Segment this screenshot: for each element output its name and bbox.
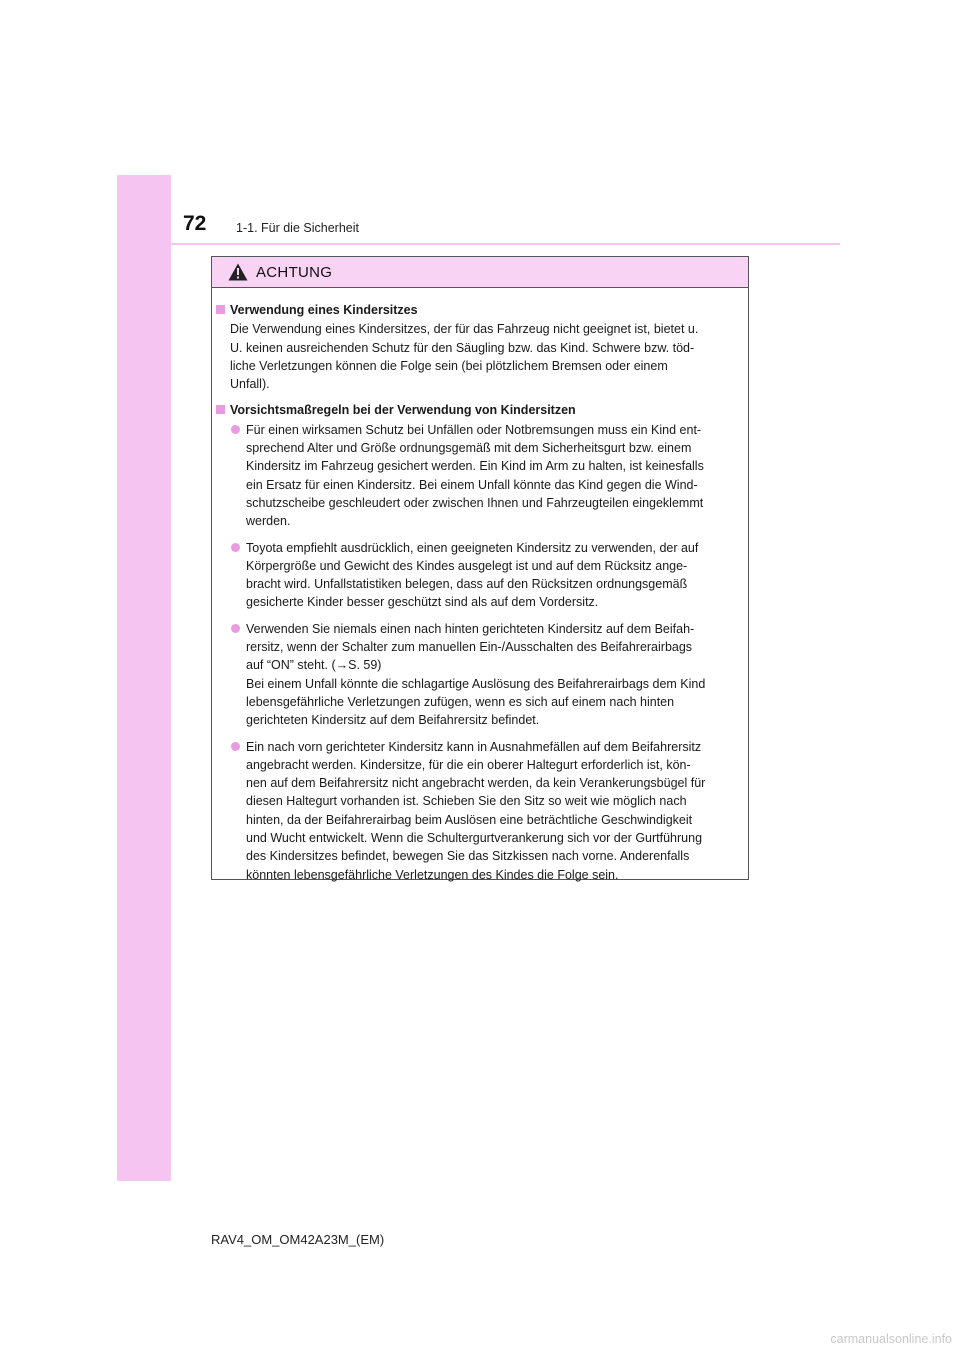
text-line: Unfall). xyxy=(230,377,270,392)
text-line: liche Verletzungen können die Folge sein (bei plötzlichem Bremsen oder einem xyxy=(230,358,668,373)
text-line: Ein nach vorn gerichteter Kindersitz kann in Ausnahmefällen auf dem Beifahrersitz xyxy=(246,739,702,754)
text-line: Bei einem Unfall könnte die schlagartige Auslösung des Beifahrerairbags dem Kind xyxy=(246,676,706,691)
warning-body xyxy=(212,288,748,884)
text-line: gesicherte Kinder besser geschützt sind als auf dem Vordersitz. xyxy=(246,595,599,610)
watermark: carmanualsonline.info xyxy=(830,1332,952,1346)
subheading-text: Vorsichtsmaßregeln bei der Verwendung von Kindersitzen xyxy=(230,403,576,418)
subheading-text: Verwendung eines Kindersitzes xyxy=(230,303,418,317)
square-bullet-icon xyxy=(216,305,225,314)
text-line: rersitz, wenn der Schalter zum manuellen Ein-/Ausschalten des Beifahrerairbags xyxy=(246,640,693,655)
text-line: U. keinen ausreichenden Schutz für den Säugling bzw. das Kind. Schwere bzw. töd- xyxy=(230,340,695,355)
text-line: und Wucht entwickelt. Wenn die Schultergurtverankerung sich vor der Gurtführung xyxy=(246,831,703,846)
text-line: bracht wird. Unfallstatistiken belegen, dass auf den Rücksitzen ordnungsgemäß xyxy=(246,577,688,592)
text-line: Verwenden Sie niemals einen nach hinten gerichteten Kindersitz auf dem Beifah- xyxy=(246,621,695,636)
chapter-tab-bar xyxy=(117,175,171,1181)
warning-triangle-icon xyxy=(228,263,248,281)
header-divider xyxy=(117,243,840,245)
text-line: werden. xyxy=(246,514,291,529)
text-line: auf “ON” steht. (→S. 59) xyxy=(246,658,382,673)
text-line: hinten, da der Beifahrerairbag beim Auslösen eine beträchtliche Geschwindigkeit xyxy=(246,812,693,827)
text-line: des Kindersitzes befindet, bewegen Sie das Sitzkissen nach vorne. Anderenfalls xyxy=(246,849,690,864)
list-item xyxy=(216,738,741,884)
list-item xyxy=(216,539,741,612)
subheading-child-seat-use xyxy=(216,301,741,319)
text-line: Körpergröße und Gewicht des Kindes ausgelegt ist und auf dem Rücksitz ange- xyxy=(246,558,688,573)
text-line: Toyota empfiehlt ausdrücklich, einen geeigneten Kindersitz zu verwenden, der auf xyxy=(246,540,699,555)
paragraph xyxy=(216,320,741,393)
text-line: könnten lebensgefährliche Verletzungen des Kindes die Folge sein. xyxy=(246,867,619,882)
subheading-precautions xyxy=(216,401,741,419)
text-line: ein Ersatz für einen Kindersitz. Bei einem Unfall könnte das Kind gegen die Wind- xyxy=(246,477,698,492)
text-line: Die Verwendung eines Kindersitzes, der für das Fahrzeug nicht geeignet ist, bietet u. xyxy=(230,322,699,337)
warning-title: ACHTUNG xyxy=(256,264,333,281)
text-line: nen auf dem Beifahrersitz nicht angebracht werden, da kein Verankerungsbügel für xyxy=(246,776,706,791)
text-line: gerichteten Kindersitz auf dem Beifahrersitz befindet. xyxy=(246,713,540,728)
list-item xyxy=(216,620,741,730)
text-line: schutzscheibe geschleudert oder zwischen Ihnen und Fahrzeugteilen eingeklemmt xyxy=(246,495,704,510)
warning-box xyxy=(211,256,749,880)
document-code: RAV4_OM_OM42A23M_(EM) xyxy=(211,1232,385,1247)
dot-bullet-icon xyxy=(231,543,240,552)
page-number: 72 xyxy=(183,212,207,235)
square-bullet-icon xyxy=(216,405,225,414)
list-item xyxy=(216,421,741,531)
text-line: Für einen wirksamen Schutz bei Unfällen oder Notbremsungen muss ein Kind ent- xyxy=(246,422,702,437)
text-line: sprechend Alter und Größe ordnungsgemäß mit dem Sicherheitsgurt bzw. einem xyxy=(246,441,692,456)
warning-header xyxy=(212,257,748,288)
text-line: Kindersitz im Fahrzeug gesichert werden. Ein Kind im Arm zu halten, ist keinesfalls xyxy=(246,459,704,474)
section-title: 1-1. Für die Sicherheit xyxy=(236,221,359,235)
dot-bullet-icon xyxy=(231,425,240,434)
dot-bullet-icon xyxy=(231,742,240,751)
text-line: lebensgefährliche Verletzungen zufügen, wenn es sich auf einem nach hinten xyxy=(246,694,675,709)
text-line: diesen Haltegurt vorhanden ist. Schieben Sie den Sitz so weit wie möglich nach xyxy=(246,794,687,809)
dot-bullet-icon xyxy=(231,624,240,633)
text-line: angebracht werden. Kindersitze, für die ein oberer Haltegurt erforderlich ist, kön- xyxy=(246,757,691,772)
